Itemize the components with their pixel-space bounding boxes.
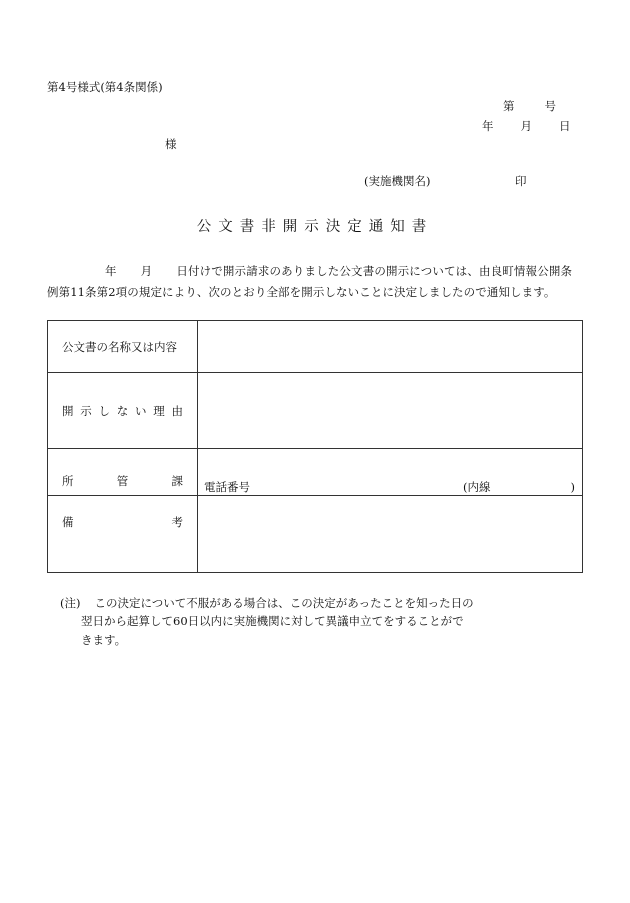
- label-char: 示: [80, 403, 92, 418]
- document-number: [503, 101, 556, 113]
- table-row: [48, 449, 583, 496]
- label-char: い: [135, 403, 147, 418]
- label-char: 所: [62, 474, 74, 488]
- table-row: [48, 496, 583, 573]
- label-department: [62, 473, 183, 489]
- label-cell-department: [48, 449, 198, 496]
- extension-close: ): [570, 480, 575, 494]
- document-title: 公文書非開示決定通知書: [196, 219, 434, 235]
- label-char: 開: [62, 403, 74, 418]
- note-marker: (注): [60, 596, 81, 610]
- label-char: 由: [171, 403, 183, 418]
- addressee-suffix: 様: [165, 137, 177, 151]
- note-line-2: 翌日から起算して60日以内に実施機関に対して異議申立てをすることがで: [81, 614, 464, 628]
- value-cell-remarks: [198, 496, 583, 573]
- label-reason: [62, 403, 183, 419]
- body-line-2: 例第11条第2項の規定により、次のとおり全部を開示しないことに決定しましたので通知します。: [47, 285, 556, 299]
- label-char: 管: [116, 474, 129, 488]
- label-char: な: [116, 403, 129, 418]
- body-line-1: [105, 266, 572, 278]
- table-row: [48, 321, 583, 373]
- label-cell-document-name: [48, 321, 198, 373]
- label-char: 課: [171, 474, 183, 488]
- body-text-1: 日付けで開示請求のありました公文書の開示については、由良町情報公開条: [176, 264, 573, 278]
- value-cell-reason: [198, 373, 583, 449]
- decision-table: [47, 320, 583, 573]
- seal-mark: 印: [515, 174, 527, 188]
- extension-open: (内線: [463, 480, 491, 494]
- label-char: し: [98, 403, 110, 418]
- number-suffix: 号: [544, 99, 556, 113]
- note-line-1: [60, 598, 474, 610]
- extension-field: [463, 482, 575, 494]
- note-line-3: きます。: [81, 633, 127, 647]
- value-cell-department: [198, 449, 583, 496]
- phone-label: 電話番号: [204, 480, 250, 494]
- label-cell-reason: [48, 373, 198, 449]
- label-document-name: 公文書の名称又は内容: [62, 339, 177, 354]
- note-text-1: この決定について不服がある場合は、この決定があったことを知った日の: [94, 596, 474, 610]
- number-label: 第: [503, 99, 515, 113]
- table-row: [48, 373, 583, 449]
- label-char: 理: [153, 403, 165, 418]
- label-remarks: [62, 514, 183, 530]
- label-char: 備: [62, 515, 74, 529]
- body-month: 月: [140, 264, 153, 278]
- value-cell-document-name: [198, 321, 583, 373]
- body-year: 年: [105, 264, 117, 278]
- form-number: 第4号様式(第4条関係): [47, 80, 163, 94]
- date-month: 月: [520, 119, 532, 133]
- label-cell-remarks: [48, 496, 198, 573]
- date-year: 年: [482, 119, 494, 133]
- agency-name: (実施機関名): [364, 174, 431, 188]
- label-char: 考: [171, 515, 183, 529]
- date-day: 日: [559, 119, 571, 133]
- document-date: [482, 121, 571, 133]
